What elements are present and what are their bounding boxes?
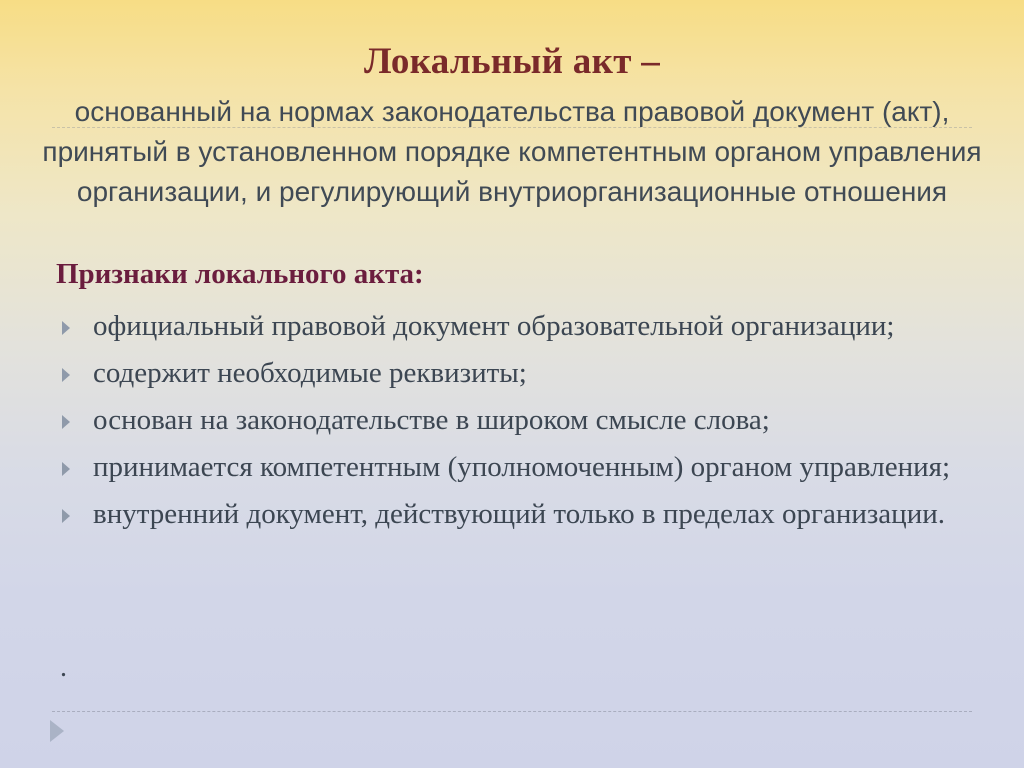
subheading: Признаки локального акта: — [56, 258, 424, 290]
triangle-right-icon — [62, 415, 70, 429]
definition-text: основанный на нормах законодательства правовой документ (акт), принятый в установленном порядке компетентным органом управления организации, и регулирующий внутриорганизационные отношения — [42, 96, 982, 207]
triangle-right-icon — [62, 368, 70, 382]
trailing-mark: . — [60, 652, 67, 683]
bullet-text: содержит необходимые реквизиты; — [93, 357, 527, 389]
bullet-text: принимается компетентным (уполномоченным) органом управления; — [93, 451, 951, 483]
bullet-text: внутренний документ, действующий только в пределах организации. — [93, 498, 945, 530]
bullet-item — [56, 450, 956, 485]
next-slide-arrow-icon[interactable] — [50, 720, 64, 742]
slide-title: Локальный акт – — [363, 41, 661, 82]
bullet-item — [56, 356, 956, 391]
triangle-right-icon — [62, 462, 70, 476]
bullet-item — [56, 403, 956, 438]
bullet-list — [56, 309, 956, 544]
bullet-item — [56, 497, 956, 532]
triangle-right-icon — [62, 509, 70, 523]
bullet-item — [56, 309, 956, 344]
triangle-right-icon — [62, 321, 70, 335]
top-divider — [52, 127, 972, 128]
bullet-text: основан на законодательстве в широком смысле слова; — [93, 404, 770, 436]
title-block — [40, 40, 984, 212]
bullet-text: официальный правовой документ образовательной организации; — [93, 310, 895, 342]
bottom-divider — [52, 711, 972, 712]
